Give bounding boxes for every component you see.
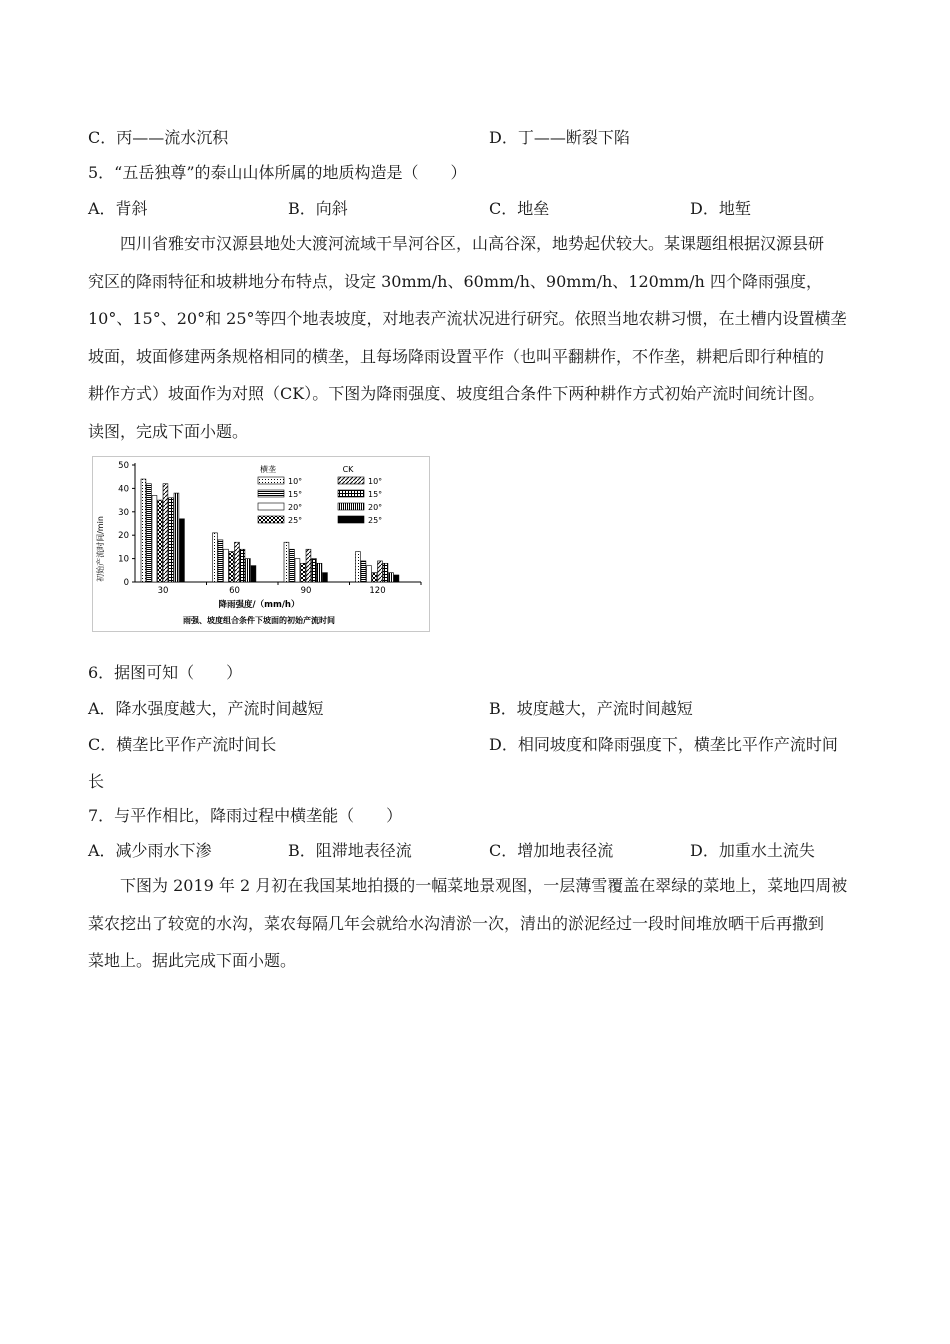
chart-bar — [378, 561, 383, 582]
chart-bar — [301, 563, 306, 582]
chart-bar — [229, 552, 234, 582]
chart-bar — [389, 573, 394, 582]
chart-legend-label: 25° — [288, 516, 303, 525]
passage-line: 读图，完成下面小题。 — [88, 421, 249, 441]
chart-bar — [169, 498, 174, 582]
q5-stem: 5．“五岳独尊”的泰山山体所属的地质构造是（ ） — [88, 163, 467, 182]
chart-y-tick-label: 50 — [118, 461, 129, 471]
passage-hanyuan — [88, 234, 878, 459]
chart-legend-swatch — [258, 516, 284, 523]
chart-y-tick-label: 20 — [118, 531, 129, 542]
q4-option-c: C．丙——流水沉积 — [88, 128, 229, 147]
chart-svg — [93, 457, 429, 631]
chart-legend-label: 20° — [288, 503, 303, 512]
chart-y-tick-label: 40 — [118, 484, 129, 495]
q5-option-d: D．地堑 — [690, 199, 751, 218]
chart-bar — [356, 552, 361, 582]
chart-legend-label: 20° — [368, 503, 383, 512]
passage-line: 菜地上。据此完成下面小题。 — [88, 951, 297, 970]
q7-option-a: A．减少雨水下渗 — [88, 841, 212, 860]
chart-bar — [240, 549, 245, 582]
chart-bar — [317, 563, 322, 582]
chart-bar — [163, 484, 168, 582]
chart-bar — [158, 500, 163, 582]
chart-x-tick-label: 90 — [300, 586, 312, 596]
q6-stem: 6．据图可知（ ） — [88, 663, 243, 682]
chart-bar — [312, 559, 317, 582]
chart-bar — [394, 575, 399, 582]
q5-option-c: C．地垒 — [489, 199, 550, 218]
q6-option-c: C．横垄比平作产流时间长 — [88, 735, 277, 754]
chart-bar — [180, 519, 185, 582]
chart-bar — [367, 566, 372, 582]
chart-legend-swatch — [338, 490, 364, 497]
q7-option-d: D．加重水土流失 — [690, 841, 815, 860]
q7-option-c: C．增加地表径流 — [489, 841, 614, 860]
chart-bar — [284, 542, 289, 582]
chart-bar — [306, 549, 311, 582]
chart-legend-label: 10° — [368, 477, 383, 486]
chart-bar — [141, 479, 146, 582]
chart-bar — [152, 495, 157, 582]
chart-legend-swatch — [258, 503, 284, 510]
chart-bar — [235, 542, 240, 582]
chart-legend-label: 15° — [288, 490, 303, 499]
chart-bar — [218, 540, 223, 582]
chart-bar — [372, 573, 377, 582]
chart-legend-swatch — [338, 516, 364, 523]
chart-legend-swatch — [338, 503, 364, 510]
chart-legend-group-title: CK — [342, 465, 354, 474]
chart-x-tick-label: 30 — [157, 586, 169, 596]
q6-option-d-continued: 长 — [88, 772, 105, 791]
q6-option-a: A．降水强度越大，产流时间越短 — [88, 699, 324, 718]
chart-legend-label: 15° — [368, 490, 383, 499]
q7-stem: 7．与平作相比，降雨过程中横垄能（ ） — [88, 806, 403, 825]
chart-bar — [147, 484, 152, 582]
chart-bar — [174, 493, 179, 582]
chart-x-tick-label: 60 — [229, 586, 240, 596]
chart-bar — [251, 566, 256, 582]
passage-line: 菜农挖出了较宽的水沟，菜农每隔几年会就给水沟清淤一次，清出的淤泥经过一段时间堆放晒干后再撒到 — [88, 913, 825, 933]
passage-line: 耕作方式）坡面作为对照（CK）。下图为降雨强度、坡度组合条件下两种耕作方式初始产流时间统计图。 — [88, 384, 825, 403]
chart-xlabel: 降雨强度/（mm/h） — [218, 600, 300, 610]
chart-y-tick-label: 10 — [118, 554, 129, 565]
chart-legend-label: 10° — [288, 477, 303, 486]
passage-line: 四川省雅安市汉源县地处大渡河流域干旱河谷区，山高谷深，地势起伏较大。某课题组根据汉源县研 — [88, 234, 825, 253]
chart-y-tick-label: 30 — [118, 507, 129, 518]
chart-bar — [224, 549, 229, 582]
q5-option-a: A．背斜 — [88, 199, 148, 218]
chart-bar — [290, 549, 295, 582]
chart-legend-swatch — [258, 490, 284, 497]
passage-line: 下图为 2019 年 2 月初在我国某地拍摄的一幅菜地景观图，一层薄雪覆盖在翠绿的菜地上，菜地四周被 — [88, 876, 848, 895]
chart-legend-label: 25° — [368, 516, 383, 525]
q6-option-b: B．坡度越大，产流时间越短 — [489, 699, 693, 718]
chart-bar — [323, 573, 328, 582]
chart-bar — [213, 533, 218, 582]
q5-option-b: B．向斜 — [288, 199, 348, 218]
chart-title: 雨强、坡度组合条件下坡面的初始产流时间 — [183, 616, 335, 625]
q4-option-d: D．丁——断裂下陷 — [489, 128, 630, 147]
chart-y-tick-label: 0 — [123, 578, 129, 588]
passage-line: 坡面，坡面修建两条规格相同的横垄，且每场降雨设置平作（也叫平翻耕作，不作垄，耕耙后即行种植的 — [88, 346, 825, 366]
chart-bar — [246, 559, 251, 582]
chart-bar — [295, 559, 300, 582]
q6-option-d: D．相同坡度和降雨强度下，横垄比平作产流时间 — [489, 735, 838, 754]
passage-line: 10°、15°、20°和 25°等四个地表坡度，对地表产流状况进行研究。依照当地农耕习惯，在土槽内设置横垄 — [88, 309, 847, 328]
runoff-time-chart — [92, 456, 430, 632]
chart-legend-group-title: 横垄 — [260, 465, 276, 474]
passage-line: 究区的降雨特征和坡耕地分布特点，设定 30mm/h、60mm/h、90mm/h、120mm/h 四个降雨强度， — [88, 271, 822, 291]
passage-vegetable-field — [88, 876, 878, 989]
q7-option-b: B．阻滞地表径流 — [288, 841, 412, 860]
chart-bar — [383, 563, 388, 582]
chart-bar — [361, 561, 366, 582]
chart-x-tick-label: 120 — [369, 586, 386, 596]
chart-ylabel: 初始产流时间/min — [96, 516, 105, 582]
chart-legend-swatch — [258, 477, 284, 484]
chart-legend-swatch — [338, 477, 364, 484]
